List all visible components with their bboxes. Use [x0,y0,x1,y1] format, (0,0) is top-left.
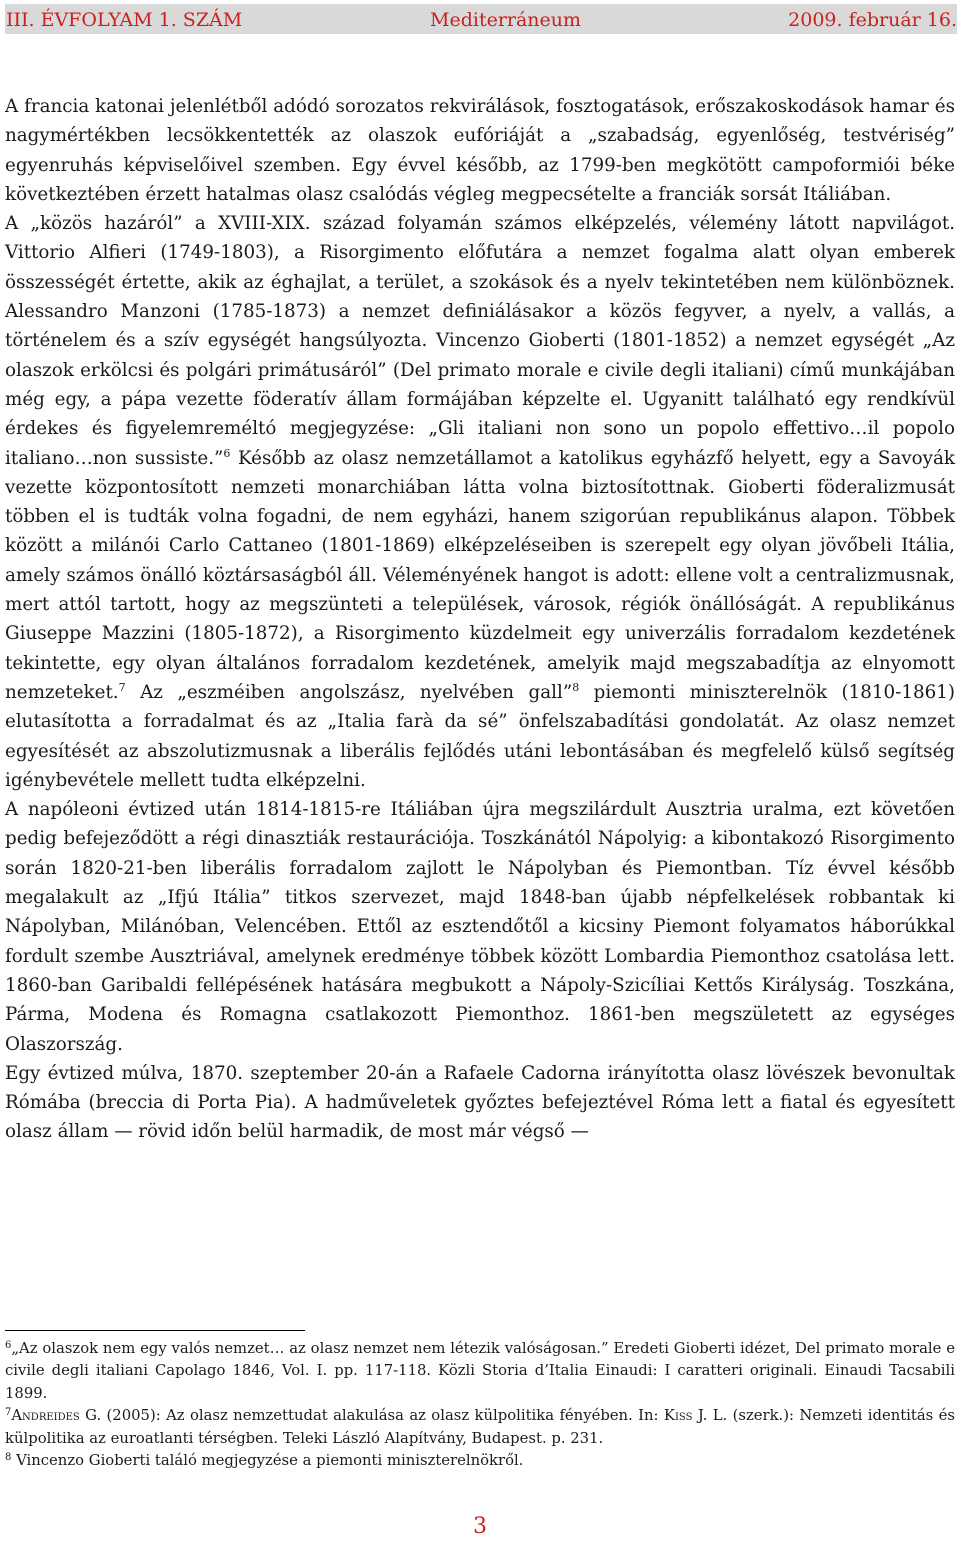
paragraph-text: A „közös hazáról” a XVIII-XIX. század folyamán számos elképzelés, vélemény látott napvilágot. Vittorio Alfieri (1749-1803), a Risorgimento előfutára a nemzet fogalma alatt olyan emberek összességét értette, akik az éghajlat, a terület, a szokások és a nyelv tekintetében nem különböznek. Alessandro Manzoni (1785-1873) a nemzet definiálásakor a közös fegyver, a nyelv, a vallás, a történelem és a szív egységét hangsúlyozta. Vincenzo Gioberti (1801-1852) a nemzet egységét „Az olaszok erkölcsi és polgári primátusáról” (Del primato morale e civile degli italiani) című munkájában még egy, a pápa vezette föderatív állam formájában képzelte el. Ugyanitt található egy rendkívül érdekes és figyelemreméltó megjegyzése: „Gli italiani non sono un popolo effettivo…il popolo italiano…non sussiste.” [5,213,955,469]
paragraph-text: piemonti miniszterelnök (1810-1861) elutasította a forradalmat és az „Italia farà da sé” önfelszabadítási gondolatát. Az olasz nemzet egyesítését az abszolutizmusnak a liberális fejlődés utáni lebontásában és megfelelő külső segítség igénybevétele mellett tudta elképzelni. [5,681,955,791]
footnote-author: Andreides [11,1407,80,1425]
footnote [5,1450,955,1472]
footnote-separator [5,1330,305,1331]
footnote-number: 6 [5,1340,12,1351]
footnote-text: „Az olaszok nem egy valós nemzet… az olasz nemzet nem létezik valóságosan.” Eredeti Gioberti idézet, Del primato morale e civile degli italiani Capolago 1846, Vol. I. pp. 117-118. Közli Storia d’Italia Einaudi: I caratteri originali. Einaudi Tacsabili 1899. [5,1340,955,1402]
footnote [5,1338,955,1405]
footnote-number: 8 [5,1452,12,1464]
footnote-number: 7 [5,1407,12,1419]
footnote-reference[interactable]: 6 [223,446,231,460]
footnotes [5,1338,955,1472]
footnote-text: G. (2005): Az olasz nemzettudat alakulása az olasz külpolitika fényében. In: [79,1407,664,1425]
paragraph-text: Később az olasz nemzetállamot a katolikus egyházfő helyett, egy a Savoyák vezette központosított nemzeti monarchiában látta volna biztosítottnak. Gioberti föderalizmusát többen el is tudták volna fogadni, de nem egyházi, hanem szigorúan republikánus alapon. Többek között a milánói Carlo Cattaneo (1801-1869) elképzeléseiben is szerepelt egy olyan jövőbeli Itália, amely számos önálló köztársaságból áll. Véleményének hangot is adott: ellene volt a centralizmusnak, mert attól tartott, hogy az megszünteti a települések, városok, régiók önállóságát. A republikánus Giuseppe Mazzini (1805-1872), a Risorgimento küzdelmeit egy univerzális forradalom kezdetének tekintette, egy olyan általános forradalom kezdetének, amelyik majd megszabadítja az elnyomott nemzeteket. [5,447,955,703]
footnote-text: Vincenzo Gioberti találó megjegyzése a piemonti miniszterelnökről. [11,1452,524,1470]
footnote-text: J. L. (szerk.): Nemzeti identitás és külpolitika az euroatlanti térségben. Teleki László Alapítvány, Budapest. p. 231. [5,1407,955,1447]
page-number: 3 [473,1514,487,1539]
paragraph: Egy évtized múlva, 1870. szeptember 20-án a Rafaele Cadorna irányította olasz lövészek bevonultak Rómába (breccia di Porta Pia). A hadműveletek győztes befejeztével Róma lett a fiatal és egyesített olasz állam — rövid időn belül harmadik, de most már végső — [5,1062,955,1143]
footnote-reference[interactable]: 7 [118,680,126,694]
footnote [5,1405,955,1450]
paragraph: A francia katonai jelenlétből adódó sorozatos rekvirálások, fosztogatások, erőszakoskodások hamar és nagymértékben lecsökkentették az olaszok eufóriáját a „szabadság, egyenlőség, testvériség” egyenruhás képviselőivel szemben. Egy évvel később, az 1799-ben megkötött campoformiói béke következtében érzett hatalmas olasz csalódás végleg megpecsételte a franciák sorsát Itáliában. [5,96,955,205]
footnote-editor: Kiss [663,1407,693,1425]
footnote-reference[interactable]: 8 [572,680,580,694]
header-volume: III. ÉVFOLYAM 1. SZÁM [6,9,243,31]
paragraph: A napóleoni évtized után 1814-1815-re Itáliában újra megszilárdult Ausztria uralma, ezt követően pedig befejeződött a régi dinasztiák restaurációja. Toszkánától Nápolyig: a kibontakozó Risorgimento során 1820-21-ben liberális forradalom zajlott le Nápolyban és Piemontban. Tíz évvel később megalakult az „Ifjú Itália” titkos szervezet, majd 1848-ban újabb népfelkelések robbantak ki Nápolyban, Milánóban, Velencében. Ettől az esztendőtől a kicsiny Piemont folyamatos háborúkkal fordult szembe Ausztriával, amelynek eredménye többek között Lombardia Piemonthoz csatolása lett. 1860-ban Garibaldi fellépésének hatására megbukott a Nápoly-Szicíliai Kettős Királyság. Toszkána, Párma, Modena és Romagna csatlakozott Piemonthoz. 1861-ben megszületett az egységes Olaszország. [5,799,955,1055]
article-body [5,88,955,1147]
header-date: 2009. február 16. [788,9,957,31]
paragraph-text: Az „eszméiben angolszász, nyelvében gall” [125,681,573,703]
running-header [5,4,957,34]
header-journal-title: Mediterráneum [430,9,582,31]
paragraph [5,209,955,795]
